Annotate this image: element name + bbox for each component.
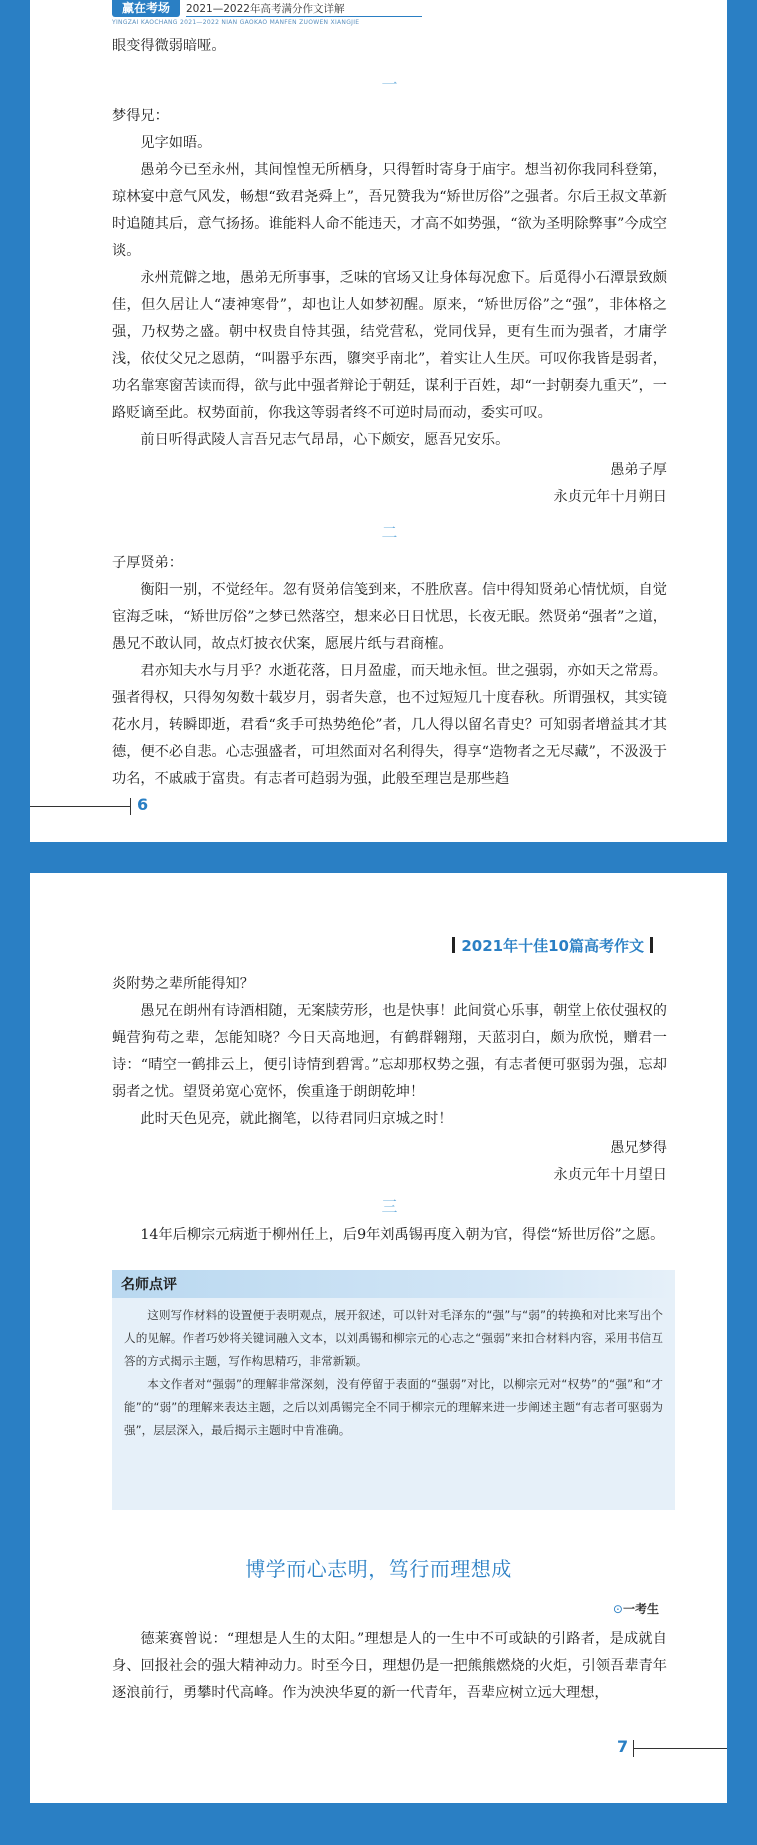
top-line: 眼变得微弱暗哑。	[112, 38, 226, 54]
letter2-salutation: 子厚贤弟：	[112, 555, 183, 571]
review-para: 本文作者对“强弱”的理解非常深刻，没有停留于表面的“强弱”对比，以柳宗元对“权势”的“强”和“才能”的“弱”的理解来表达主题，之后以刘禹锡完全不同于柳宗元的理解来进一步阐述主题“有志者可驱弱为强”，层层深入，最后揭示主题时中肯准确。	[124, 1377, 663, 1437]
review-para: 这则写作材料的设置便于表明观点，展开叙述，可以针对毛泽东的“强”与“弱”的转换和对比来写出个人的见解。作者巧妙将关键词融入文本，以刘禹锡和柳宗元的心志之“强弱”来扣合材料内容，采用书信互答的方式揭示主题，写作构思精巧，非常新颖。	[124, 1308, 663, 1368]
teacher-review-box	[112, 1270, 675, 1510]
page-number-rule	[633, 1748, 727, 1749]
review-heading-bar	[112, 1270, 675, 1298]
section-header	[446, 935, 659, 957]
header-bar-left	[452, 937, 455, 953]
essay-para: 德莱赛曾说：“理想是人生的太阳。”理想是人的一生中不可或缺的引路者，是成就自身、回报社会的强大精神动力。时至今日，理想仍是一把熊熊燃烧的火炬，引领吾辈青年逐浪前行，勇攀时代高峰。作为泱泱华夏的新一代青年，吾辈应树立远大理想，	[112, 1631, 667, 1701]
review-body	[112, 1298, 675, 1442]
letter1-salutation: 梦得兄：	[112, 108, 169, 124]
letter1-signature: 愚弟子厚	[610, 462, 667, 478]
section-mark-1: 一	[381, 75, 398, 94]
page-number-rule	[30, 806, 130, 807]
author-marker-icon: ⊙	[612, 1602, 623, 1616]
letter2-para: 此时天色见亮，就此搁笔，以待君同归京城之时！	[140, 1111, 453, 1127]
letter2-para: 愚兄在朗州有诗酒相随，无案牍劳形，也是快事！此间赏心乐事，朝堂上依仗强权的蝇营狗苟之辈，怎能知晓？今日天高地迥，有鹤群翱翔，天蓝羽白，颇为欣悦，赠君一诗：“晴空一鹤排云上，便引诗情到碧霄。”忘却那权势之强，有志者便可驱弱为强，忘却弱者之忧。望贤弟宽心宽怀，俟重逢于朗朗乾坤！	[112, 1003, 667, 1100]
letter1-para: 前日听得武陵人言吾兄志气昂昂，心下颇安，愿吾兄安乐。	[140, 432, 510, 448]
continued-line: 炎附势之辈所能得知？	[112, 976, 254, 992]
letter2-date: 永贞元年十月望日	[553, 1167, 667, 1183]
section-mark-2: 二	[381, 523, 398, 542]
page-number: 6	[137, 795, 149, 814]
header-pinyin: YINGZAI KAOCHANG 2021—2022 NIAN GAOKAO MANFEN ZUOWEN XIANGJIE	[112, 19, 360, 26]
author-line	[613, 1600, 659, 1617]
letter1-para: 愚弟今已至永州，其间惶惶无所栖身，只得暂时寄身于庙宇。想当初你我同科登第，琼林宴中意气风发，畅想“致君尧舜上”，吾兄赞我为“矫世厉俗”之强者。尔后王叔文革新时追随其后，意气扬扬。谁能料人命不能违天，才高不如势强，“欲为圣明除弊事”今成空谈。	[112, 162, 667, 259]
header-title: 2021—2022年高考满分作文详解	[186, 3, 345, 15]
page-right	[30, 873, 727, 1803]
essay-body	[112, 1626, 667, 1707]
page-number-right	[617, 1735, 727, 1761]
author-name: 一考生	[622, 1602, 659, 1616]
page-left	[30, 0, 727, 842]
section-mark-3: 三	[381, 1197, 398, 1216]
review-heading: 名师点评	[121, 1277, 177, 1293]
page2-body	[112, 971, 667, 1249]
page-number-tick	[130, 798, 131, 815]
letter1-para: 永州荒僻之地，愚弟无所事事，乏味的官场又让身体每况愈下。后觅得小石潭景致颇佳，但久居让人“凄神寒骨”，却也让人如梦初醒。原来，“矫世厉俗”之“强”，非体格之强，乃权势之盛。朝中权贵自恃其强，结党营私，党同伐异，更有生而为强者，才庸学浅，依仗父兄之恩荫，“叫嚣乎东西，隳突乎南北”，着实让人生厌。可叹你我皆是弱者，功名靠寒窗苦读而得，欲与此中强者辩论于朝廷，谋利于百姓，却“一封朝奏九重天”，一路贬谪至此。权势面前，你我这等弱者终不可逆时局而动，委实可叹。	[112, 270, 667, 421]
page-number: 7	[617, 1737, 629, 1756]
page-number-left	[30, 793, 149, 819]
letter2-para: 君亦知夫水与月乎？水逝花落，日月盈虚，而天地永恒。世之强弱，亦如天之常焉。强者得权，只得匆匆数十载岁月，弱者失意，也不过短短几十度春秋。所谓强权，其实镜花水月，转瞬即逝，君看“炙手可热势绝伦”者，几人得以留名青史？可知弱者增益其才其德，便不必自悲。心志强盛者，可坦然面对名利得失，得享“造物者之无尽藏”，不汲汲于功名，不戚戚于富贵。有志者可趋弱为强，此般至理岂是那些趋	[112, 663, 667, 787]
letter1-date: 永贞元年十月朔日	[553, 489, 667, 505]
letter1-para: 见字如晤。	[140, 135, 212, 151]
section3-text: 14年后柳宗元病逝于柳州任上，后9年刘禹锡再度入朝为官，得偿“矫世厉俗”之愿。	[140, 1227, 665, 1243]
header-rule	[186, 16, 422, 17]
letter2-para: 衡阳一别，不觉经年。忽有贤弟信笺到来，不胜欣喜。信中得知贤弟心情忧烦，自觉宦海乏味，“矫世厉俗”之梦已然落空，想来必日日忧思，长夜无眠。然贤弟“强者”之道，愚兄不敢认同，故点灯披衣伏案，愿展片纸与君商榷。	[112, 582, 667, 652]
header-bar-right	[650, 937, 653, 953]
header-badge: 赢在考场	[112, 0, 180, 17]
page1-body	[112, 33, 667, 793]
running-header	[112, 0, 512, 30]
essay-title: 博学而心志明，笃行而理想成	[245, 1557, 512, 1581]
section-header-label: 2021年十佳10篇高考作文	[461, 937, 644, 955]
letter2-signature: 愚兄梦得	[610, 1140, 667, 1156]
